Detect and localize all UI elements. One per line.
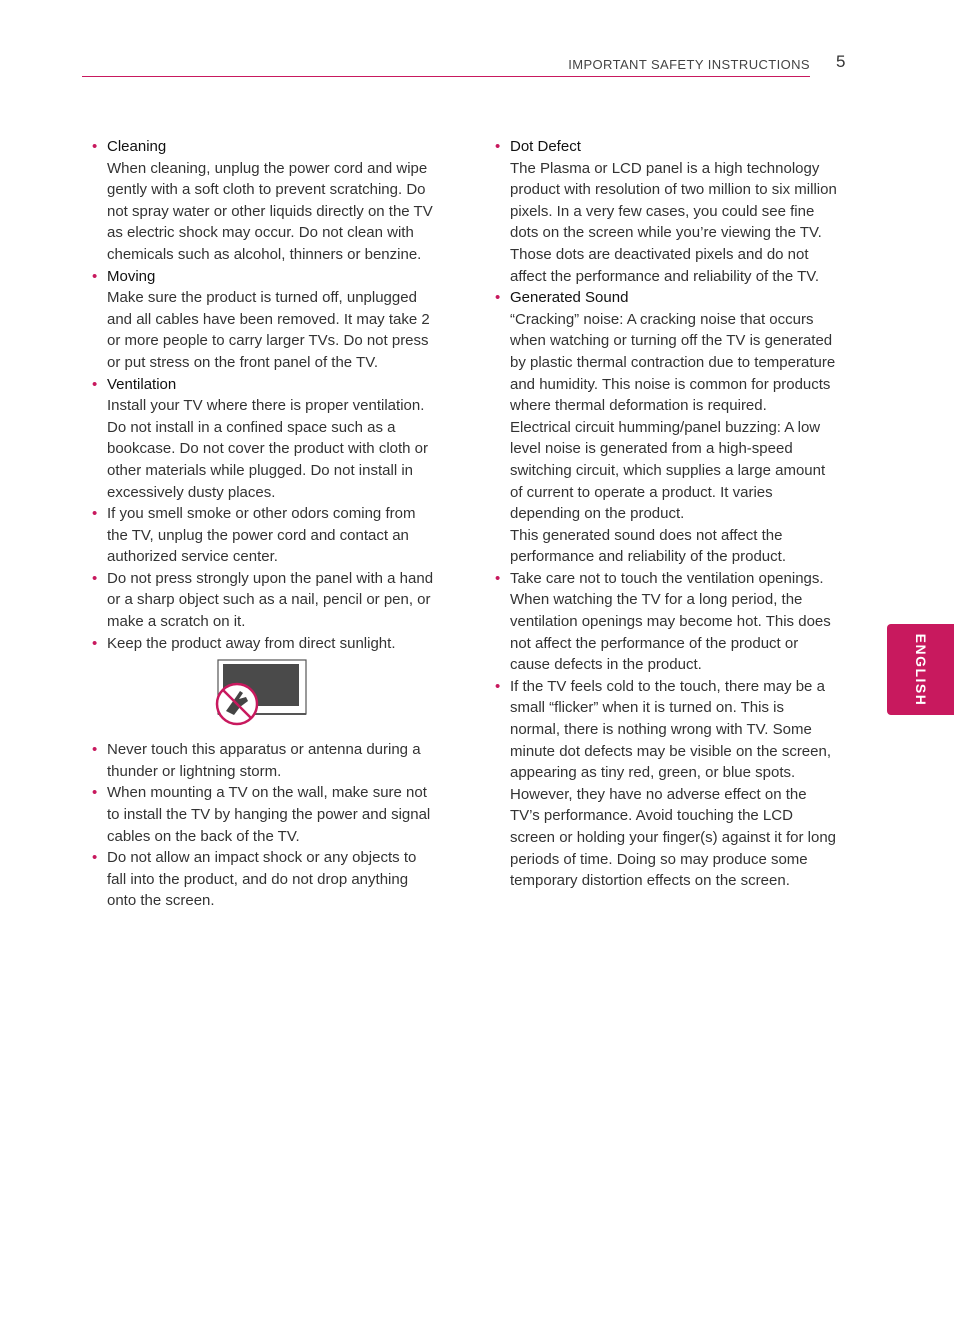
item-text: • If the TV feels cold to the touch, there may be a small “flicker” when it is turned on. This is normal, there is nothing wrong with TV. Some minute dot defects may be visible on the screen, appearing as tiny red, green, or blue spots. However, they have no adverse effect on the TV’s performance. Avoid touching the LCD screen or holding your finger(s) against it for long periods of time. Doing so may produce some temporary distortion effects on the screen. (510, 677, 837, 890)
no-touch-tv-figure (90, 657, 435, 739)
item-title: • Generated Sound (510, 289, 629, 307)
list-item-moving (90, 266, 435, 374)
item-paragraph: “Cracking” noise: A cracking noise that occurs when watching or turning off the TV is generated by plastic thermal contraction due to temperature and humidity. This noise is common for products where thermal deformation is required. (510, 310, 836, 415)
list-item-dot-defect (493, 136, 838, 287)
item-text: • If you smell smoke or other odors coming from the TV, unplug the power cord and contact an authorized service center. (107, 505, 416, 566)
item-text: • Take care not to touch the ventilation openings. When watching the TV for a long period, the ventilation openings may become hot. This does not affect the performance of the product or cause defects in the product. (510, 569, 831, 674)
item-text: • When mounting a TV on the wall, make sure not to install the TV by hanging the power and signal cables on the back of the TV. (107, 784, 431, 845)
item-text: • Keep the product away from direct sunlight. (107, 634, 396, 652)
no-touch-tv-icon (90, 657, 435, 739)
item-text: When cleaning, unplug the power cord and wipe gently with a soft cloth to prevent scratching. Do not spray water or other liquids directly on the TV as electric shock may occur. Do not clean with chemicals such as alcohol, thinners or benzine. (107, 159, 433, 263)
list-item (493, 676, 838, 892)
item-text: • Do not allow an impact shock or any objects to fall into the product, and do not drop anything onto the screen. (107, 849, 417, 910)
left-column (90, 136, 435, 912)
language-tab[interactable] (887, 624, 954, 715)
item-title: • Ventilation (107, 375, 177, 393)
item-text: Make sure the product is turned off, unplugged and all cables have been removed. It may take 2 or more people to carry larger TVs. Do not press or put stress on the front panel of the TV. (107, 289, 430, 371)
item-title: • Dot Defect (510, 138, 581, 155)
right-list (493, 136, 838, 892)
item-text: The Plasma or LCD panel is a high technology product with resolution of two million to six million pixels. In a very few cases, you could see fine dots on the screen while you’re viewing the TV. Those dots are deactivated pixels and do not affect the performance and reliability of the TV. (510, 159, 837, 285)
list-item-generated-sound (493, 287, 838, 568)
list-item (493, 568, 838, 676)
item-title: • Cleaning (107, 138, 167, 155)
list-item-ventilation (90, 374, 435, 504)
left-list-continued (90, 739, 435, 912)
list-item (90, 633, 435, 655)
list-item (90, 782, 435, 847)
right-column (493, 136, 838, 892)
language-tab-label: ENGLISH (912, 633, 929, 706)
list-item-cleaning (90, 136, 435, 266)
item-paragraph: Electrical circuit humming/panel buzzing: A low level noise is generated from a high-speed switching circuit, which supplies a large amount of current to operate a product. It varies depending on the product. (510, 418, 826, 523)
header-title: IMPORTANT SAFETY INSTRUCTIONS (568, 57, 810, 72)
item-text: • Never touch this apparatus or antenna during a thunder or lightning storm. (107, 741, 421, 780)
page-number: 5 (836, 52, 846, 71)
item-text: Install your TV where there is proper ventilation. Do not install in a confined space such as a bookcase. Do not cover the product with cloth or other materials while plugged. Do not install in excessively dusty places. (107, 397, 429, 501)
page-header (82, 52, 810, 77)
item-title: • Moving (107, 267, 156, 285)
list-item (90, 568, 435, 633)
left-list (90, 136, 435, 654)
item-text: • Do not press strongly upon the panel with a hand or a sharp object such as a nail, pencil or pen, or make a scratch on it. (107, 569, 434, 631)
item-paragraph: This generated sound does not affect the performance and reliability of the product. (510, 526, 786, 566)
list-item (90, 739, 435, 782)
list-item (90, 847, 435, 912)
list-item (90, 503, 435, 568)
